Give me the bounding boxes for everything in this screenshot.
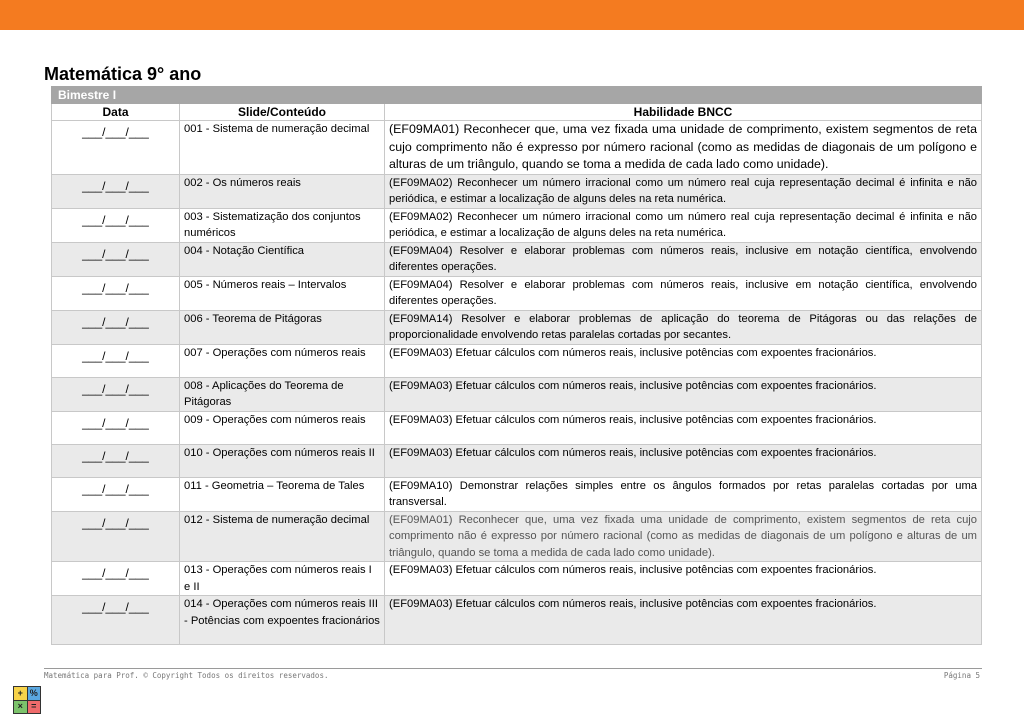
skill-cell: (EF09MA03) Efetuar cálculos com números reais, inclusive potências com expoentes fracionários. xyxy=(385,377,982,411)
table-row xyxy=(52,208,982,242)
table-row xyxy=(52,596,982,645)
content-cell: 001 - Sistema de numeração decimal xyxy=(180,121,385,175)
content-cell: 007 - Operações com números reais xyxy=(180,344,385,377)
skill-cell: (EF09MA03) Efetuar cálculos com números reais, inclusive potências com expoentes fracionários. xyxy=(385,596,982,645)
content-cell: 004 - Notação Científica xyxy=(180,242,385,276)
section-title: Bimestre I xyxy=(52,87,982,104)
skill-cell: (EF09MA01) Reconhecer que, uma vez fixada uma unidade de comprimento, existem segmentos de reta cujo comprimento não é expresso por número racional (como as medidas de diagonais de um polígono e alturas de um triângulo, quando se toma a medida de cada lado como unidade). xyxy=(385,511,982,562)
footer-page-number: Página 5 xyxy=(943,671,980,680)
table-row xyxy=(52,344,982,377)
table-row xyxy=(52,444,982,477)
column-header-date: Data xyxy=(52,104,180,121)
logo-plus: + xyxy=(14,687,27,700)
date-cell: ___/___/___ xyxy=(52,310,180,344)
column-header-content: Slide/Conteúdo xyxy=(180,104,385,121)
content-cell: 005 - Números reais – Intervalos xyxy=(180,276,385,310)
date-cell: ___/___/___ xyxy=(52,562,180,596)
content-cell: 011 - Geometria – Teorema de Tales xyxy=(180,477,385,511)
content-cell: 014 - Operações com números reais III - Potências com expoentes fracionários xyxy=(180,596,385,645)
skill-cell: (EF09MA02) Reconhecer um número irracional como um número real cuja representação decimal é infinita e não periódica, e estimar a localização de alguns deles na reta numérica. xyxy=(385,208,982,242)
table-row xyxy=(52,174,982,208)
content-cell: 010 - Operações com números reais II xyxy=(180,444,385,477)
page-title: Matemática 9° ano xyxy=(44,64,202,84)
skill-cell: (EF09MA14) Resolver e elaborar problemas de aplicação do teorema de Pitágoras ou das relações de proporcionalidade envolvendo retas paralelas cortadas por secantes. xyxy=(385,310,982,344)
date-cell: ___/___/___ xyxy=(52,477,180,511)
content-cell: 012 - Sistema de numeração decimal xyxy=(180,511,385,562)
math-symbols-logo-icon xyxy=(13,686,41,714)
skill-cell: (EF09MA04) Resolver e elaborar problemas com números reais, inclusive em notação científica, envolvendo diferentes operações. xyxy=(385,242,982,276)
column-header-row xyxy=(52,104,982,121)
content-cell: 003 - Sistematização dos conjuntos numéricos xyxy=(180,208,385,242)
logo-percent: % xyxy=(28,687,41,700)
logo-equals: = xyxy=(28,701,41,714)
footer-copyright: Matemática para Prof. © Copyright Todos os direitos reservados. xyxy=(44,671,329,680)
date-cell: ___/___/___ xyxy=(52,208,180,242)
table-row xyxy=(52,562,982,596)
top-orange-bar xyxy=(0,0,1024,30)
table-row xyxy=(52,477,982,511)
table-row xyxy=(52,377,982,411)
date-cell: ___/___/___ xyxy=(52,511,180,562)
date-cell: ___/___/___ xyxy=(52,596,180,645)
content-cell: 006 - Teorema de Pitágoras xyxy=(180,310,385,344)
skill-cell: (EF09MA01) Reconhecer que, uma vez fixada uma unidade de comprimento, existem segmentos de reta cujo comprimento não é expresso por número racional (como as medidas de diagonais de um polígono e alturas de um triângulo, quando se toma a medida de cada lado como unidade). xyxy=(385,121,982,175)
date-cell: ___/___/___ xyxy=(52,411,180,444)
date-cell: ___/___/___ xyxy=(52,276,180,310)
footer-divider xyxy=(44,668,982,669)
date-cell: ___/___/___ xyxy=(52,344,180,377)
date-cell: ___/___/___ xyxy=(52,242,180,276)
table-row xyxy=(52,242,982,276)
content-cell: 013 - Operações com números reais I e II xyxy=(180,562,385,596)
skill-cell: (EF09MA03) Efetuar cálculos com números reais, inclusive potências com expoentes fracionários. xyxy=(385,444,982,477)
date-cell: ___/___/___ xyxy=(52,121,180,175)
skill-cell: (EF09MA03) Efetuar cálculos com números reais, inclusive potências com expoentes fracionários. xyxy=(385,562,982,596)
skill-cell: (EF09MA10) Demonstrar relações simples entre os ângulos formados por retas paralelas cortadas por uma transversal. xyxy=(385,477,982,511)
content-cell: 009 - Operações com números reais xyxy=(180,411,385,444)
skill-cell: (EF09MA03) Efetuar cálculos com números reais, inclusive potências com expoentes fracionários. xyxy=(385,344,982,377)
logo-times: × xyxy=(14,701,27,714)
skill-cell: (EF09MA03) Efetuar cálculos com números reais, inclusive potências com expoentes fracionários. xyxy=(385,411,982,444)
skill-cell: (EF09MA02) Reconhecer um número irracional como um número real cuja representação decimal é infinita e não periódica, e estimar a localização de alguns deles na reta numérica. xyxy=(385,174,982,208)
table-row xyxy=(52,511,982,562)
table-row xyxy=(52,276,982,310)
table-row xyxy=(52,310,982,344)
date-cell: ___/___/___ xyxy=(52,377,180,411)
table-row xyxy=(52,411,982,444)
column-header-skill: Habilidade BNCC xyxy=(385,104,982,121)
section-header-row xyxy=(52,87,982,104)
content-cell: 002 - Os números reais xyxy=(180,174,385,208)
lesson-plan-table xyxy=(51,86,982,645)
content-cell: 008 - Aplicações do Teorema de Pitágoras xyxy=(180,377,385,411)
date-cell: ___/___/___ xyxy=(52,174,180,208)
date-cell: ___/___/___ xyxy=(52,444,180,477)
table-row xyxy=(52,121,982,175)
skill-cell: (EF09MA04) Resolver e elaborar problemas com números reais, inclusive em notação científica, envolvendo diferentes operações. xyxy=(385,276,982,310)
